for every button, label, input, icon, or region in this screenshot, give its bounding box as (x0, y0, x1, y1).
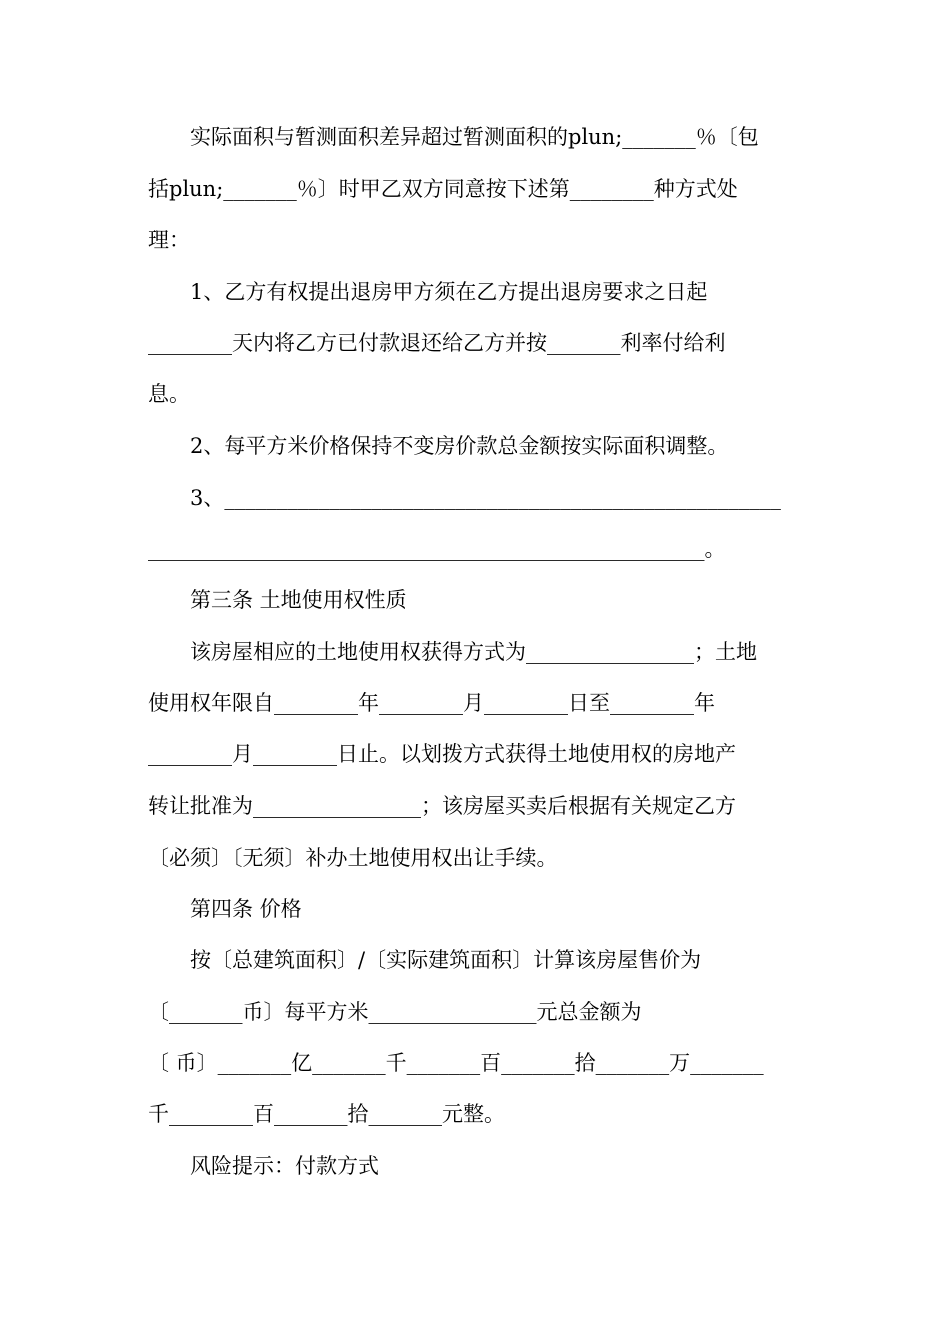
paragraph-line: 实际面积与暂测面积差异超过暂测面积的plun;_______％〔包 (148, 125, 759, 149)
paragraph-line: 〔必须〕〔无须〕补办土地使用权出让手续。 (148, 846, 558, 870)
paragraph-line: 理： (148, 228, 190, 252)
paragraph-line: 千________百_______拾_______元整。 (148, 1102, 505, 1126)
paragraph-line: _____________________________________________________。 (148, 537, 726, 561)
paragraph-line: ________天内将乙方已付款退还给乙方并按_______利率付给利 (148, 331, 726, 355)
paragraph-line: 转让批准为________________；该房屋买卖后根据有关规定乙方 (148, 794, 736, 818)
paragraph-line: 〔 币〕_______亿_______千_______百_______拾_______万_______ (148, 1051, 764, 1075)
paragraph-line: 2、每平方米价格保持不变房价款总金额按实际面积调整。 (148, 434, 729, 458)
paragraph-line: 使用权年限自________年________月________日至________年 (148, 691, 715, 715)
paragraph-line: 息。 (148, 382, 190, 406)
section-heading: 第三条 土地使用权性质 (148, 588, 407, 612)
paragraph-line: 括plun;_______％〕时甲乙双方同意按下述第________种方式处 (148, 177, 738, 201)
paragraph-line: 风险提示：付款方式 (148, 1154, 379, 1178)
paragraph-line: 〔_______币〕每平方米________________元总金额为 (148, 1000, 642, 1024)
paragraph-line: ________月________日止。以划拨方式获得土地使用权的房地产 (148, 742, 736, 766)
paragraph-line: 3、_____________________________________________________ (148, 486, 781, 510)
paragraph-line: 按〔总建筑面积〕/〔实际建筑面积〕计算该房屋售价为 (148, 948, 702, 972)
paragraph-line: 该房屋相应的土地使用权获得方式为________________；土地 (148, 640, 757, 664)
section-heading: 第四条 价格 (148, 897, 302, 921)
paragraph-line: 1、乙方有权提出退房甲方须在乙方提出退房要求之日起 (148, 280, 708, 304)
